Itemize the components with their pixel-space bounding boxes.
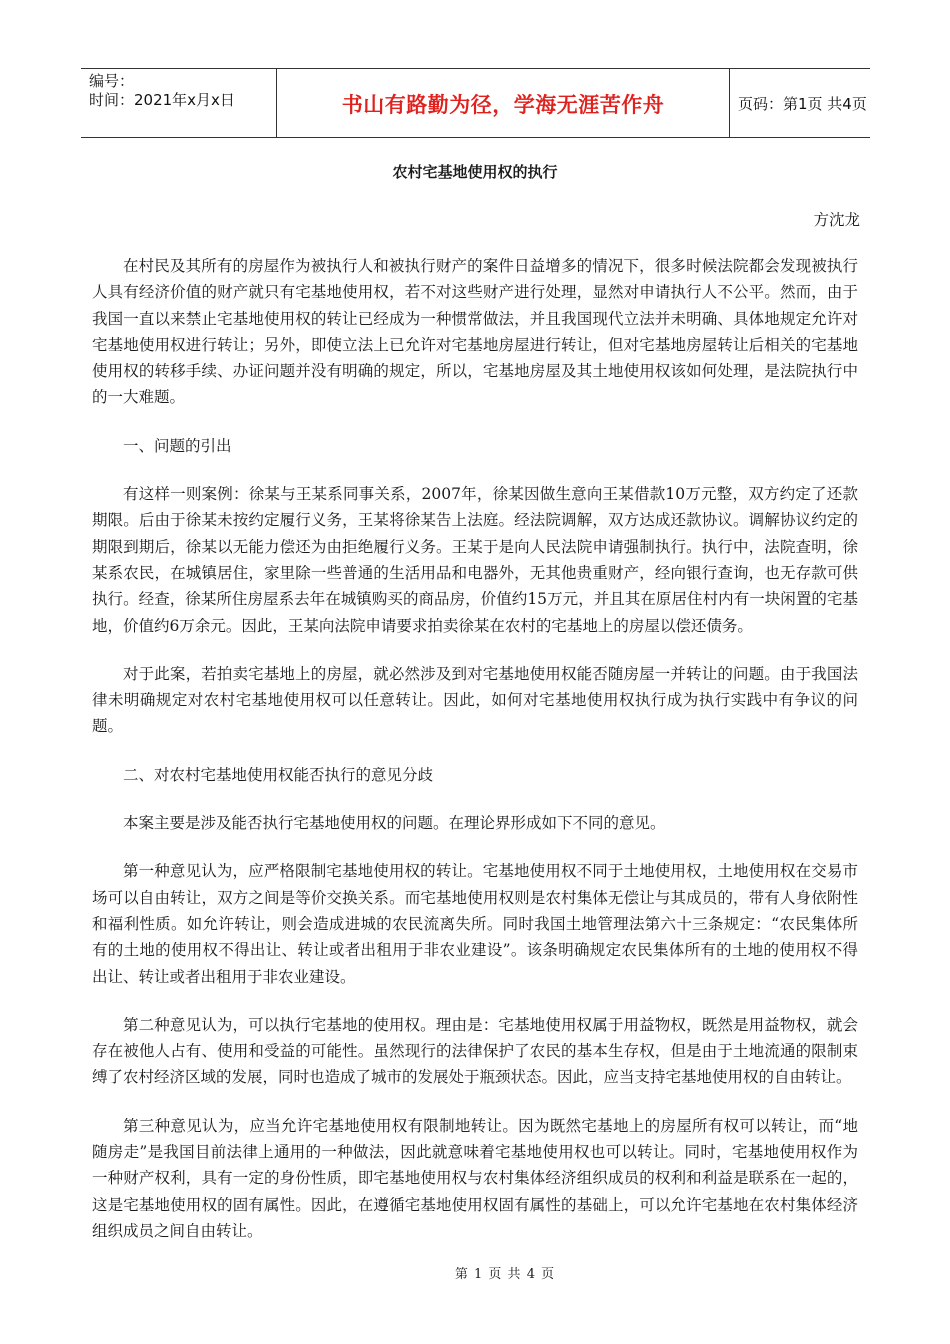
page-header xyxy=(81,68,870,138)
document-time-label: 时间：2021年x月x日 xyxy=(89,91,235,109)
header-motto-cell xyxy=(276,69,730,137)
body-paragraph: 在村民及其所有的房屋作为被执行人和被执行财产的案件日益增多的情况下，很多时候法院都会发现被执行人具有经济价值的财产就只有宅基地使用权，若不对这些财产进行处理，显然对申请执行人不公平。然而，由于我国一直以来禁止宅基地使用权的转让已经成为一种惯常做法，并且我国现代立法并未明确、具体地规定允许对宅基地使用权进行转让；另外，即使立法上已允许对宅基地房屋进行转让，但对宅基地房屋转让后相关的宅基地使用权的转移手续、办证问题并没有明确的规定，所以，宅基地房屋及其土地使用权该如何处理，是法院执行中的一大难题。 xyxy=(92,257,858,407)
document-title: 农村宅基地使用权的执行 xyxy=(392,163,558,181)
document-author: 方沈龙 xyxy=(813,211,860,229)
page-footer: 第 1 页 共 4 页 xyxy=(454,1267,556,1282)
document-body xyxy=(92,253,858,1266)
header-meta xyxy=(89,72,235,110)
section-heading: 一、问题的引出 xyxy=(123,436,232,455)
body-paragraph: 第三种意见认为，应当允许宅基地使用权有限制地转让。因为既然宅基地上的房屋所有权可以转让，而“地随房走”是我国目前法律上通用的一种做法，因此就意味着宅基地使用权也可以转让。同时，宅基地使用权作为一种财产权利，具有一定的身份性质，即宅基地使用权与农村集体经济组织成员的权利和利益是联系在一起的，这是宅基地使用权的固有属性。因此，在遵循宅基地使用权固有属性的基础上，可以允许宅基地在农村集体经济组织成员之间自由转让。 xyxy=(92,1116,858,1240)
body-paragraph: 有这样一则案例：徐某与王某系同事关系，2007年，徐某因做生意向王某借款10万元整，双方约定了还款期限。后由于徐某未按约定履行义务，王某将徐某告上法庭。经法院调解，双方达成还款协议。调解协议约定的期限到期后，徐某以无能力偿还为由拒绝履行义务。王某于是向人民法院申请强制执行。执行中，法院查明，徐某系农民，在城镇居住，家里除一些普通的生活用品和电器外，无其他贵重财产，经向银行查询，也无存款可供执行。经查，徐某所住房屋系去年在城镇购买的商品房，价值约15万元，并且其在原居住村内有一块闲置的宅基地，价值约6万余元。因此，王某向法院申请要求拍卖徐某在农村的宅基地上的房屋以偿还债务。 xyxy=(92,485,858,635)
section-heading: 二、对农村宅基地使用权能否执行的意见分歧 xyxy=(123,765,434,784)
body-paragraph: 第一种意见认为，应严格限制宅基地使用权的转让。宅基地使用权不同于土地使用权，土地使用权在交易市场可以自由转让，双方之间是等价交换关系。而宅基地使用权则是农村集体无偿让与其成员的，带有人身依附性和福利性质。如允许转让，则会造成进城的农民流离失所。同时我国土地管理法第六十三条规定：“农民集体所有的土地的使用权不得出让、转让或者出租用于非农业建设”。该条明确规定农民集体所有的土地的使用权不得出让、转让或者出租用于非农业建设。 xyxy=(92,862,858,986)
body-paragraph: 第二种意见认为，可以执行宅基地的使用权。理由是：宅基地使用权属于用益物权，既然是用益物权，就会存在被他人占有、使用和受益的可能性。虽然现行的法律保护了农民的基本生存权，但是由于土地流通的限制束缚了农村经济区域的发展，同时也造成了城市的发展处于瓶颈状态。因此，应当支持宅基地使用权的自由转让。 xyxy=(92,1015,858,1087)
page-code-label: 页码：第1页 共4页 xyxy=(738,95,867,113)
document-number-label: 编号： xyxy=(89,72,135,90)
body-paragraph: 本案主要是涉及能否执行宅基地使用权的问题。在理论界形成如下不同的意见。 xyxy=(123,814,666,833)
motto-text: 书山有路勤为径，学海无涯苦作舟 xyxy=(341,93,665,117)
body-paragraph: 对于此案，若拍卖宅基地上的房屋，就必然涉及到对宅基地使用权能否随房屋一并转让的问题。由于我国法律未明确规定对农村宅基地使用权可以任意转让。因此，如何对宅基地使用权执行成为执行实践中有争议的问题。 xyxy=(92,664,858,736)
